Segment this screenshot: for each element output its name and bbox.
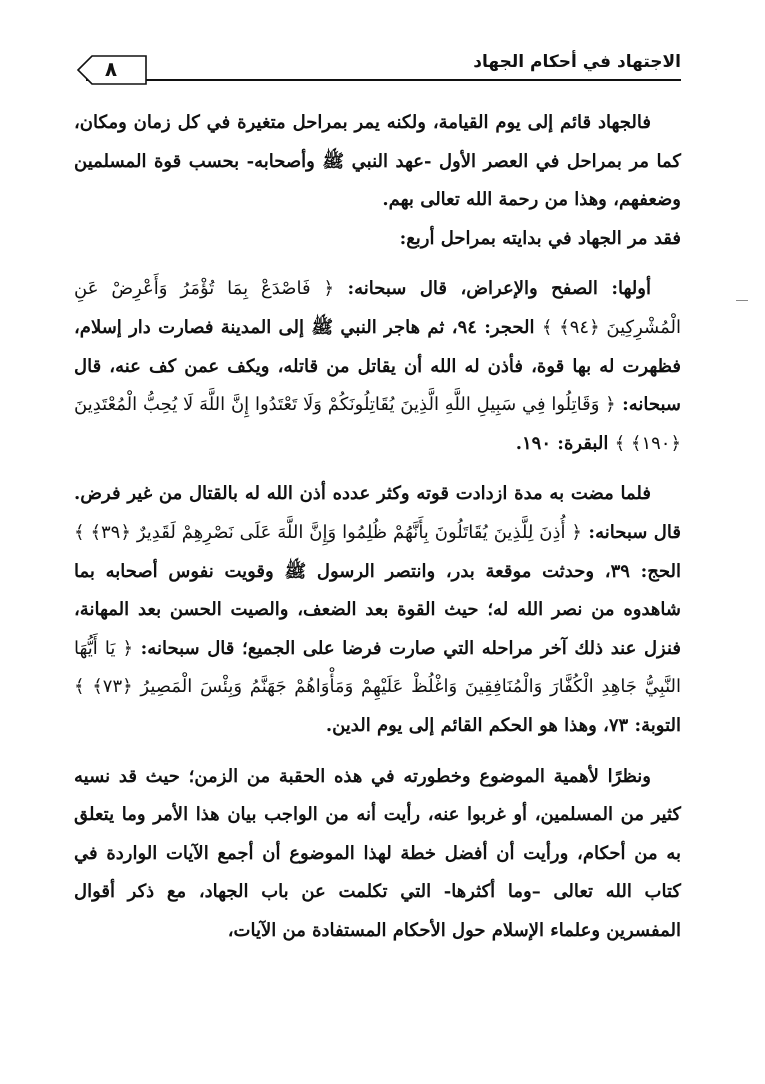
stage-one-reference-2: البقرة: ١٩٠. [515,432,609,454]
stage-two-reference: التوبة: ٧٣، وهذا هو الحكم القائم إلى يوم الدين. [325,714,681,736]
quran-verse-tawbah: ﴿ يَا أَيُّهَا النَّبِيُّ جَاهِدِ الْكُفَّارَ وَالْمُنَافِقِينَ وَاغْلُظْ عَلَيْهِمْ وَمَأْوَاهُمْ جَهَنَّمُ وَبِئْسَ الْمَصِيرُ ﴿٧٣﴾ ﴾ [74,637,681,698]
header-title: الاجتهاد في أحكام الجهاد [473,52,681,72]
stage-two-continuation: الحج: ٣٩، وحدثت موقعة بدر، وانتصر الرسول ﷺ وقويت نفوس أصحابه بما شاهدوه من نصر الله له؛ حيث القوة بعد الضعف، والصيت الحسن بعد المهانة، فنزل عند ذلك آخر مراحله التي صارت فرضا على الجميع؛ قال سبحانه: [74,560,681,659]
paragraph-stage-one [74,270,681,463]
stage-two-intro: فلما مضت به مدة ازدادت قوته وكثر عدده أذن الله له بالقتال من غير فرض. قال سبحانه: [74,483,681,543]
paragraph-closing: ونظرًا لأهمية الموضوع وخطورته في هذه الحقبة من الزمن؛ حيث قد نسيه كثير من المسلمين، أو غربوا عنه، رأيت أنه من الواجب بيان هذا الأمر وما يتعلق به من أحكام، ورأيت أن أفضل خطة لهذا الموضوع أن أجمع الآيات الواردة في كتاب الله تعالى –وما أكثرها- التي تكلمت عن باب الجهاد، مع ذكر أقوال المفسرين وعلماء الإسلام حول الأحكام المستفادة من الآيات، [74,765,681,941]
stage-one-reference: الحجر: ٩٤، ثم هاجر النبي ﷺ إلى المدينة فصارت دار إسلام، فظهرت له بها قوة، فأذن له الله أن يقاتل من قاتله، ويكف عمن كف عنه، قال سبحانه: [74,316,681,416]
page-body [74,104,681,950]
quran-verse-hijr: ﴿ فَاصْدَعْ بِمَا تُؤْمَرُ وَأَعْرِضْ عَنِ الْمُشْرِكِينَ ﴿٩٤﴾ ﴾ [74,278,681,338]
stage-one-intro: أولها: الصفح والإعراض، قال سبحانه: [347,278,651,300]
quran-verse-baqarah: ﴿ وَقَاتِلُوا فِي سَبِيلِ اللَّهِ الَّذِينَ يُقَاتِلُونَكُمْ وَلَا تَعْتَدُوا إِنَّ اللَّهَ لَا يُحِبُّ الْمُعْتَدِينَ ﴿١٩٠﴾ ﴾ [74,394,681,454]
paragraph-stages: فقد مر الجهاد في بدايته بمراحل أربع: [399,227,681,249]
page-number: ٨ [104,57,118,81]
quran-verse-hajj: ﴿ أُذِنَ لِلَّذِينَ يُقَاتَلُونَ بِأَنَّهُمْ ظُلِمُوا وَإِنَّ اللَّهَ عَلَى نَصْرِهِمْ لَقَدِيرٌ ﴿٣٩﴾ ﴾ [74,521,582,543]
header-rule [86,79,681,81]
margin-mark [736,300,748,301]
paragraph-intro: فالجهاد قائم إلى يوم القيامة، ولكنه يمر بمراحل متغيرة في كل زمان ومكان، كما مر بمراحل في العصر الأول -عهد النبي ﷺ وأصحابه- بحسب قوة المسلمين وضعفهم، وهذا من رحمة الله تعالى بهم. [74,112,681,211]
paragraph-stage-two [74,475,681,745]
